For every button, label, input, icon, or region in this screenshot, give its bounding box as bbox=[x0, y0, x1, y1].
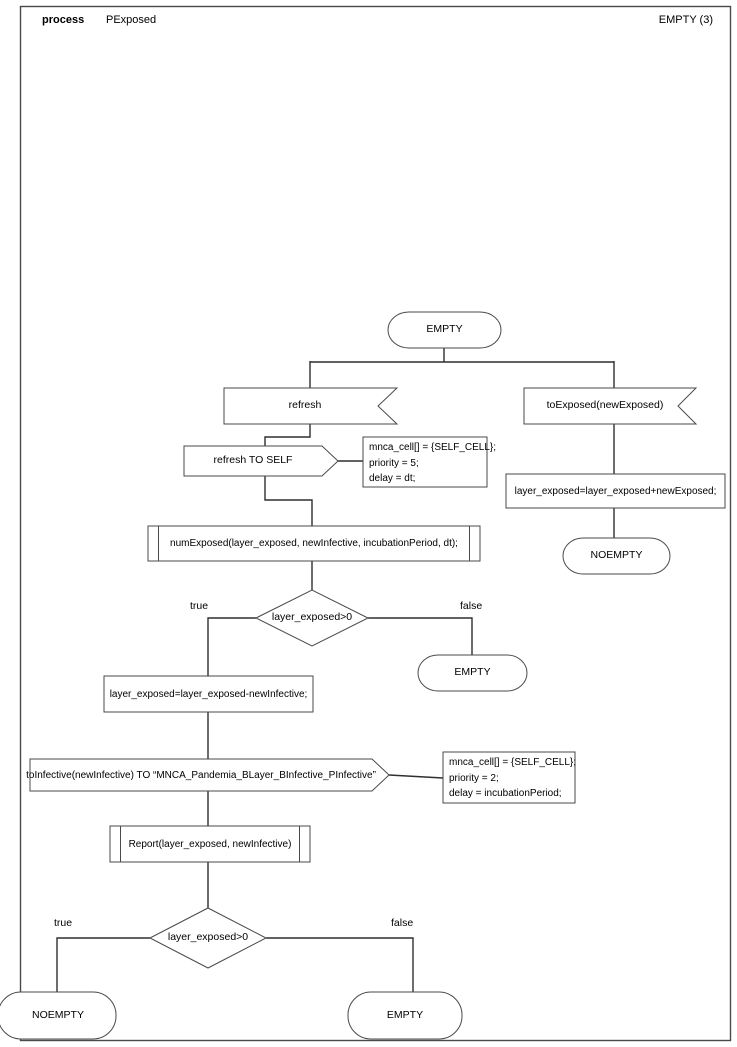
decision-top-false-label: false bbox=[460, 600, 483, 612]
noempty-state-bottom-label: NOEMPTY bbox=[32, 1008, 84, 1021]
empty-state-bottom-label: EMPTY bbox=[386, 1008, 424, 1021]
input-toexposed-label: toExposed(newExposed) bbox=[546, 399, 664, 412]
refresh-params-note bbox=[363, 437, 497, 487]
start-state-label: EMPTY bbox=[426, 323, 463, 336]
empty-state-mid-label: EMPTY bbox=[454, 666, 491, 679]
report-label: Report(layer_exposed, newInfective) bbox=[128, 838, 292, 850]
decision-bottom-false-label: false bbox=[391, 917, 414, 929]
connector-lines bbox=[57, 347, 614, 994]
infective-params-line-2: priority = 2; bbox=[449, 772, 499, 784]
num-exposed-label: numExposed(layer_exposed, newInfective, incubationPeriod, dt); bbox=[170, 538, 458, 549]
refresh-params-line-3: delay = dt; bbox=[369, 473, 416, 484]
infective-params-line-1: mnca_cell[] = {SELF_CELL}; bbox=[449, 757, 577, 768]
decision-top-true-label: true bbox=[190, 600, 209, 612]
page-corner-label: EMPTY (3) bbox=[658, 14, 713, 26]
infective-params-line-3: delay = incubationPeriod; bbox=[449, 788, 562, 799]
add-exposed-label: layer_exposed=layer_exposed+newExposed; bbox=[514, 485, 717, 497]
process-kind-label: process bbox=[42, 14, 85, 26]
decision-bottom-label: layer_exposed>0 bbox=[167, 931, 249, 944]
decision-top-label: layer_exposed>0 bbox=[271, 611, 353, 624]
input-refresh-label: refresh bbox=[288, 399, 322, 412]
output-refresh-self-label: refresh TO SELF bbox=[213, 454, 293, 467]
process-frame bbox=[21, 7, 731, 1041]
decision-bottom-true-label: true bbox=[54, 917, 73, 929]
refresh-params-line-2: priority = 5; bbox=[369, 457, 419, 469]
subtract-infective-label: layer_exposed=layer_exposed-newInfective; bbox=[109, 688, 308, 700]
infective-params-note bbox=[443, 752, 575, 803]
noempty-state-right-label: NOEMPTY bbox=[590, 549, 643, 562]
output-toinfective-label: toInfective(newInfective) TO “MNCA_Pandemia_BLayer_BInfective_PInfective” bbox=[26, 769, 376, 781]
process-name-label: PExposed bbox=[106, 14, 157, 26]
refresh-params-line-1: mnca_cell[] = {SELF_CELL}; bbox=[369, 442, 497, 453]
